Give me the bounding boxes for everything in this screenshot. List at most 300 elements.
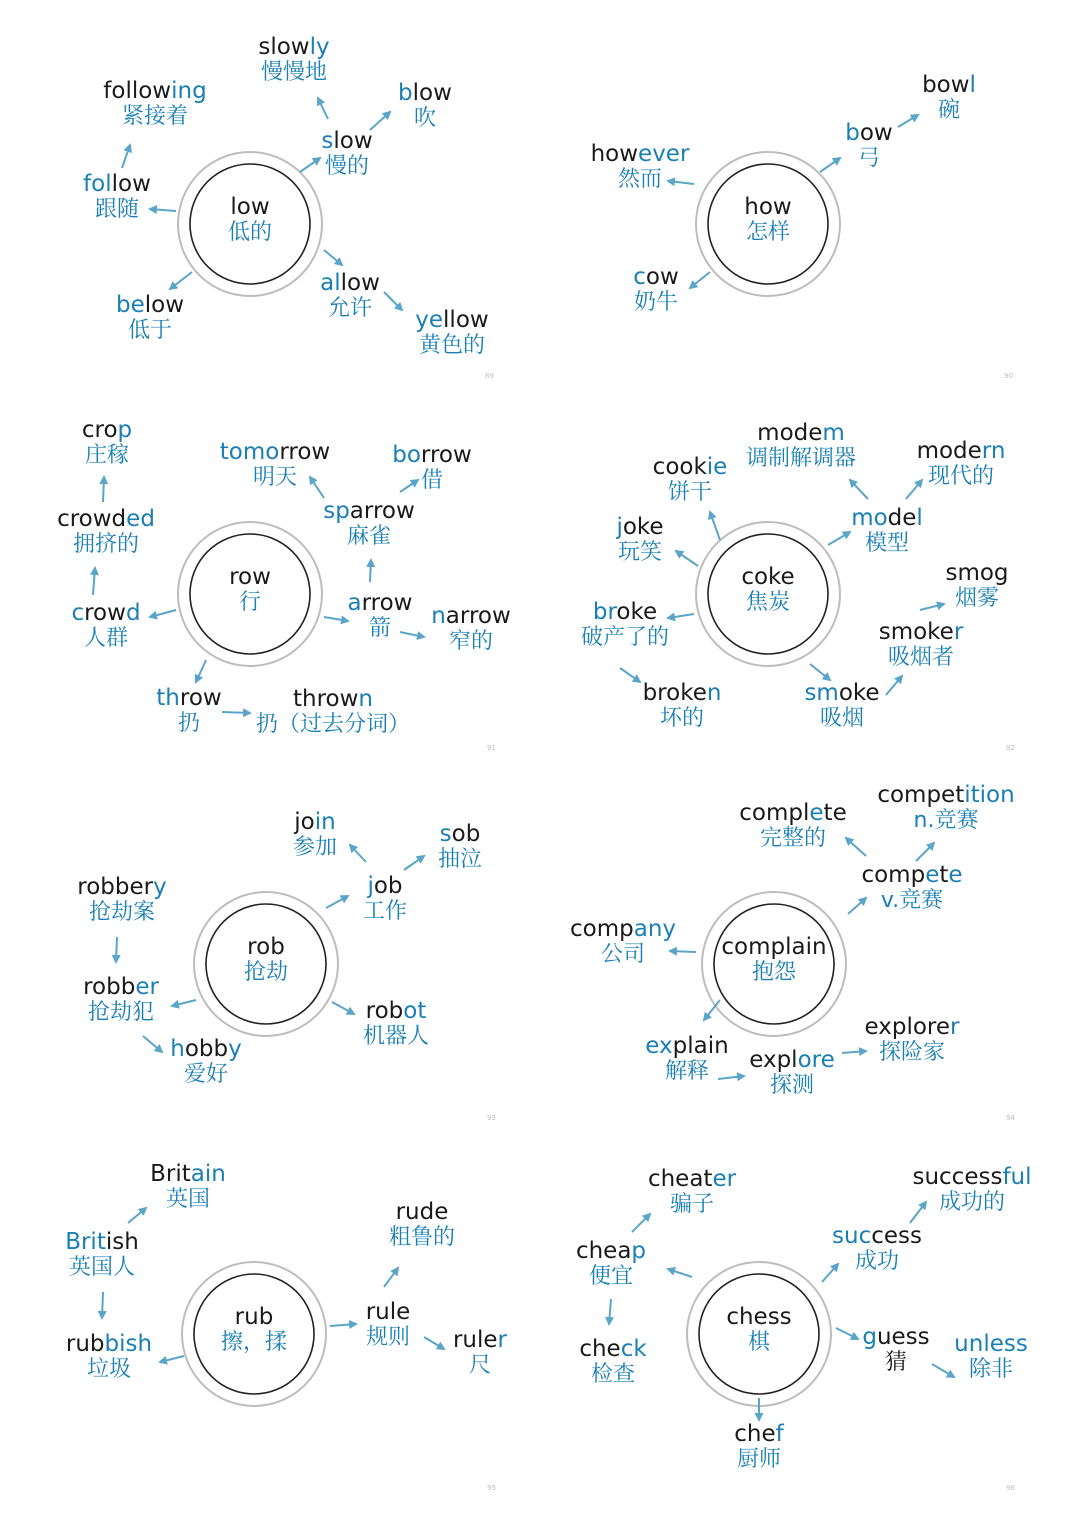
arrow	[103, 477, 104, 502]
word-highlight-segment: y	[153, 874, 167, 900]
word-highlight-segment: ore	[797, 1047, 835, 1073]
arrow	[324, 250, 342, 265]
arrow	[384, 292, 402, 310]
word-english	[150, 1161, 226, 1187]
word-root-segment: broke	[642, 680, 707, 706]
arrow	[350, 845, 366, 862]
word-english	[576, 1238, 646, 1264]
word-highlight-segment: ever	[638, 141, 690, 167]
arrow	[916, 843, 934, 861]
word-highlight-segment: b	[845, 120, 860, 146]
word-chinese: 解释	[664, 1059, 710, 1085]
page-number: 93	[487, 1114, 496, 1122]
word-node	[804, 680, 879, 732]
word-chinese: 低于	[127, 318, 172, 344]
word-node	[323, 498, 415, 550]
word-chinese: 箭	[368, 616, 391, 642]
word-root-segment: robb	[83, 974, 136, 1000]
word-highlight-segment: e	[925, 862, 940, 888]
word-english	[116, 292, 184, 318]
word-root-segment: mode	[757, 420, 823, 446]
word-highlight-segment: ing	[171, 78, 207, 104]
word-root-segment: ish	[105, 1229, 139, 1255]
arrow	[326, 896, 348, 908]
arrow	[196, 660, 206, 682]
word-english	[879, 619, 964, 645]
word-english	[579, 1336, 646, 1362]
word-english	[77, 874, 166, 900]
word-chinese: 成功的	[938, 1190, 1006, 1216]
arrow	[842, 1051, 866, 1053]
word-english	[865, 1014, 960, 1040]
word-english	[82, 417, 132, 443]
word-root-segment: low	[340, 270, 380, 296]
word-highlight-segment: al	[320, 270, 341, 296]
word-root-segment: low	[333, 128, 373, 154]
word-english	[293, 809, 337, 835]
word-chinese: 窄的	[448, 629, 493, 655]
word-english	[862, 1324, 929, 1350]
arrow	[370, 112, 390, 130]
word-english	[170, 1036, 241, 1062]
word-root-segment: robber	[77, 874, 154, 900]
word-node	[616, 514, 663, 566]
word-node	[865, 1014, 960, 1066]
word-english	[739, 800, 846, 826]
word-english	[633, 264, 679, 290]
word-node	[415, 307, 488, 359]
arrow	[710, 512, 720, 540]
word-highlight-segment: c	[71, 600, 85, 626]
center-word	[721, 934, 826, 986]
word-highlight-segment: r	[950, 1014, 960, 1040]
word-root-segment: rule	[452, 1327, 498, 1353]
word-root-segment: che	[579, 1336, 621, 1362]
word-highlight-segment: er	[135, 974, 159, 1000]
word-english	[570, 916, 676, 942]
word-chinese: 然而	[617, 167, 662, 193]
center-word	[741, 564, 794, 616]
word-root-segment: cess	[871, 1223, 922, 1249]
word-root-segment: t	[939, 862, 949, 888]
arrow	[820, 158, 840, 172]
word-root-segment: Brit	[150, 1161, 191, 1187]
word-english	[83, 171, 151, 197]
word-root-segment: rub	[65, 1331, 105, 1357]
word-highlight-segment: l	[969, 72, 976, 98]
word-root-segment: de	[887, 505, 917, 531]
word-english	[734, 1421, 783, 1447]
word-highlight-segment: n	[358, 686, 374, 712]
word-english	[653, 454, 728, 480]
word-node	[77, 874, 166, 926]
page-number: 91	[487, 744, 496, 752]
arrow	[143, 1036, 162, 1052]
word-highlight-segment: any	[633, 916, 677, 942]
word-root-segment: u	[876, 1324, 892, 1350]
word-root-segment: slow	[258, 34, 310, 60]
word-english	[65, 1229, 139, 1255]
word-highlight-segment: e	[809, 800, 824, 826]
word-node	[156, 685, 221, 737]
arrow	[324, 617, 348, 621]
word-english	[954, 1331, 1028, 1357]
word-english	[581, 599, 669, 625]
word-english	[749, 1047, 835, 1073]
word-english	[66, 1331, 152, 1357]
arrow	[828, 532, 850, 545]
word-chinese: 完整的	[759, 826, 827, 852]
word-root-segment: ob	[373, 873, 403, 899]
word-chinese: 抽泣	[437, 847, 483, 873]
arrow	[93, 568, 95, 595]
word-node	[431, 603, 511, 655]
word-highlight-segment: br	[592, 599, 617, 625]
word-root-segment: bow	[922, 72, 970, 98]
word-chinese: 吸烟	[819, 706, 864, 732]
word-node	[389, 1199, 455, 1251]
word-root-segment: oke	[616, 599, 658, 625]
word-node	[57, 506, 155, 558]
word-node	[258, 34, 329, 86]
word-highlight-segment: e	[948, 862, 963, 888]
word-node	[591, 141, 690, 193]
arrow	[850, 480, 868, 499]
arrow	[300, 158, 320, 172]
word-english	[363, 998, 429, 1024]
word-english	[832, 1223, 922, 1249]
word-node	[170, 1036, 241, 1088]
word-chinese: 庄稼	[84, 443, 129, 469]
center-word-chinese: 低的	[227, 220, 273, 246]
center-word	[244, 934, 288, 986]
word-root-segment: rrow	[361, 590, 413, 616]
word-node	[453, 1327, 507, 1379]
word-highlight-segment: sm	[804, 680, 839, 706]
word-root-segment: oke	[838, 680, 880, 706]
word-english	[845, 120, 893, 146]
word-english	[392, 442, 472, 468]
word-chinese: 奶牛	[633, 290, 679, 316]
word-chinese: 垃圾	[86, 1357, 132, 1383]
word-root-segment: throw	[292, 686, 359, 712]
word-english	[366, 1299, 411, 1325]
word-english	[804, 680, 879, 706]
arrow	[330, 1324, 356, 1326]
word-node	[348, 590, 413, 642]
word-node	[954, 1331, 1028, 1383]
word-node	[363, 873, 407, 925]
word-root-segment: arrow	[445, 603, 511, 629]
word-chinese: 抢劫案	[88, 900, 156, 926]
word-chinese: 英国人	[68, 1255, 136, 1281]
word-english	[71, 600, 140, 626]
word-chinese: v.竞赛	[880, 888, 944, 914]
word-chinese: 探险家	[878, 1040, 945, 1066]
word-highlight-segment: r	[953, 619, 964, 645]
word-highlight-segment: suc	[832, 1223, 872, 1249]
word-english	[438, 821, 482, 847]
word-english	[861, 862, 962, 888]
arrow	[668, 614, 694, 618]
word-root-segment: rob	[365, 998, 404, 1024]
center-word-chinese: 抢劫	[243, 960, 289, 986]
word-node	[293, 809, 337, 861]
word-node	[862, 1324, 929, 1376]
word-chinese: 机器人	[362, 1024, 430, 1050]
center-word-english: row	[229, 564, 271, 590]
word-root-segment: row	[179, 685, 222, 711]
word-highlight-segment: fol	[83, 171, 112, 197]
page-number: 94	[1006, 1114, 1015, 1122]
word-english	[321, 128, 372, 154]
word-english	[415, 307, 488, 333]
word-chinese: 麻雀	[346, 524, 392, 550]
word-highlight-segment: p	[631, 1238, 647, 1264]
word-highlight-segment: tomo	[219, 439, 280, 465]
word-node	[83, 171, 151, 223]
word-chinese: 检查	[590, 1362, 635, 1388]
arrow	[160, 1356, 184, 1362]
word-chinese: 拥挤的	[72, 532, 139, 558]
word-english	[389, 1199, 455, 1225]
word-node	[739, 800, 846, 852]
word-node	[861, 862, 962, 914]
word-highlight-segment: d	[125, 600, 141, 626]
word-english	[912, 1164, 1031, 1190]
word-chinese: 扔（过去分词）	[255, 712, 411, 738]
word-node	[320, 270, 380, 322]
word-english	[258, 34, 329, 60]
word-chinese: 吸烟者	[887, 645, 955, 671]
word-highlight-segment: ition	[964, 782, 1015, 808]
center-word-english: coke	[741, 564, 795, 590]
word-highlight-segment: be	[115, 292, 145, 318]
word-chinese: 弓	[857, 146, 880, 172]
word-node	[633, 264, 679, 316]
word-chinese: 英国	[165, 1187, 210, 1213]
word-chinese: 除非	[968, 1357, 1014, 1383]
word-chinese: 爱好	[183, 1062, 229, 1088]
word-root-segment: plain	[672, 1033, 729, 1059]
arrow	[128, 1208, 146, 1223]
arrow	[170, 272, 192, 289]
word-node	[746, 420, 856, 472]
word-english	[645, 1033, 728, 1059]
word-node	[653, 454, 728, 506]
word-node	[912, 1164, 1031, 1216]
word-root-segment: cro	[81, 417, 118, 443]
word-chinese: 尺	[468, 1353, 492, 1379]
center-word-english: complain	[721, 934, 827, 960]
word-english	[648, 1166, 736, 1192]
word-root-segment: follow	[103, 78, 172, 104]
word-highlight-segment: g	[862, 1324, 877, 1350]
word-chinese: 允许	[327, 296, 373, 322]
word-node	[945, 560, 1008, 612]
center-word	[221, 1304, 287, 1356]
word-root-segment: cook	[652, 454, 707, 480]
word-root-segment: crowd	[57, 506, 127, 532]
word-node	[851, 505, 923, 557]
word-english	[256, 686, 410, 712]
word-highlight-segment: ed	[126, 506, 155, 532]
word-root-segment: explore	[864, 1014, 951, 1040]
word-chinese: 工作	[362, 899, 408, 925]
word-english	[363, 873, 407, 899]
word-chinese: 厨师	[736, 1447, 782, 1473]
word-node	[366, 1299, 411, 1351]
word-chinese: 调制解调器	[745, 446, 857, 472]
word-root-segment: low	[412, 80, 452, 106]
arrow	[122, 145, 130, 168]
word-highlight-segment: th	[156, 685, 180, 711]
word-node	[65, 1229, 139, 1281]
word-node	[256, 686, 410, 738]
word-node	[581, 599, 669, 651]
word-node	[922, 72, 976, 124]
word-chinese: 抢劫犯	[87, 1000, 154, 1026]
word-chinese: 借	[420, 468, 443, 494]
word-english	[323, 498, 415, 524]
word-chinese: 公司	[600, 942, 645, 968]
page-number: 89	[485, 372, 494, 380]
word-node	[570, 916, 676, 968]
word-chinese: 规则	[365, 1325, 411, 1351]
word-root-segment: comp	[861, 862, 926, 888]
word-chinese: 破产了的	[580, 625, 670, 651]
word-root-segment: obb	[184, 1036, 229, 1062]
word-root-segment: smoke	[878, 619, 954, 645]
word-english	[945, 560, 1008, 586]
page-number: 95	[487, 1484, 496, 1492]
word-highlight-segment: s	[321, 128, 334, 154]
word-root-segment: comp	[569, 916, 634, 942]
arrow	[932, 1364, 954, 1377]
word-node	[579, 1336, 646, 1388]
center-word-chinese: 抱怨	[751, 960, 796, 986]
word-root-segment: arrow	[349, 498, 415, 524]
page-number: 96	[1006, 1484, 1015, 1492]
word-node	[879, 619, 964, 671]
word-node	[648, 1166, 736, 1218]
word-root-segment: rude	[395, 1199, 449, 1225]
arrow	[620, 668, 640, 682]
arrow	[836, 1328, 858, 1339]
word-english	[398, 80, 452, 106]
page-number: 92	[1006, 744, 1015, 752]
word-node	[220, 439, 330, 491]
word-english	[591, 141, 690, 167]
word-highlight-segment: a	[347, 590, 362, 616]
word-highlight-segment: er	[712, 1166, 737, 1192]
word-highlight-segment: bo	[392, 442, 421, 468]
word-node	[82, 417, 132, 469]
word-highlight-segment: f	[775, 1421, 784, 1447]
word-english	[453, 1327, 507, 1353]
arrow	[898, 115, 918, 127]
word-root-segment: llow	[443, 307, 489, 333]
word-node	[116, 292, 184, 344]
word-highlight-segment: mo	[851, 505, 888, 531]
center-word-chinese: 焦炭	[745, 590, 790, 616]
word-highlight-segment: ye	[415, 307, 444, 333]
arrow	[384, 1268, 398, 1287]
word-node	[321, 128, 372, 180]
word-highlight-segment: sp	[323, 498, 350, 524]
word-chinese: 黄色的	[418, 333, 485, 359]
word-chinese: 明天	[252, 465, 297, 491]
word-root-segment: how	[590, 141, 639, 167]
word-node	[103, 78, 206, 130]
arrow	[318, 98, 328, 119]
word-root-segment: compet	[877, 782, 965, 808]
center-word-chinese: 棋	[747, 1330, 770, 1356]
word-chinese: 碗	[937, 98, 960, 124]
arrow	[690, 272, 710, 288]
word-chinese: n.竞赛	[913, 808, 979, 834]
center-word-english: chess	[726, 1304, 792, 1330]
word-highlight-segment: j	[616, 514, 623, 540]
word-chinese: 成功	[854, 1249, 900, 1275]
word-chinese: 坏的	[659, 706, 705, 732]
word-highlight-segment: rn	[981, 438, 1006, 464]
word-highlight-segment: Brit	[65, 1229, 106, 1255]
center-word-chinese: 怎样	[745, 220, 790, 246]
word-chinese: 猜	[884, 1350, 907, 1376]
word-root-segment: ob	[451, 821, 481, 847]
word-root-segment: low	[111, 171, 151, 197]
word-english	[57, 506, 155, 532]
word-highlight-segment: s	[439, 821, 452, 847]
word-node	[877, 782, 1014, 834]
word-chinese: 扔	[177, 711, 201, 737]
word-node	[832, 1223, 922, 1275]
word-english	[917, 438, 1006, 464]
word-root-segment: smog	[945, 560, 1009, 586]
word-chinese: 慢慢地	[260, 60, 327, 86]
word-node	[734, 1421, 783, 1473]
word-english	[348, 590, 413, 616]
center-word-chinese: 行	[238, 590, 261, 616]
word-root-segment: oke	[622, 514, 664, 540]
word-node	[71, 600, 140, 652]
word-root-segment: rule	[365, 1299, 411, 1325]
word-node	[392, 442, 472, 494]
arrow	[404, 856, 424, 870]
word-english	[746, 420, 856, 446]
center-word	[726, 1304, 791, 1356]
word-chinese: 探测	[769, 1073, 815, 1099]
word-root-segment: ess	[891, 1324, 930, 1350]
arrow	[370, 560, 371, 582]
word-english	[103, 78, 206, 104]
word-chinese: 饼干	[667, 480, 712, 506]
page-number: 90	[1004, 372, 1013, 380]
arrow	[332, 1002, 354, 1014]
word-root-segment: success	[912, 1164, 1003, 1190]
word-english	[643, 680, 722, 706]
arrow	[886, 676, 902, 695]
word-highlight-segment: n	[431, 603, 446, 629]
word-node	[363, 998, 429, 1050]
arrow	[846, 838, 866, 856]
word-chinese: 人群	[83, 626, 129, 652]
arrow	[102, 1292, 103, 1318]
word-highlight-segment: p	[117, 417, 133, 443]
word-chinese: 慢的	[324, 154, 370, 180]
arrow	[609, 1299, 611, 1324]
